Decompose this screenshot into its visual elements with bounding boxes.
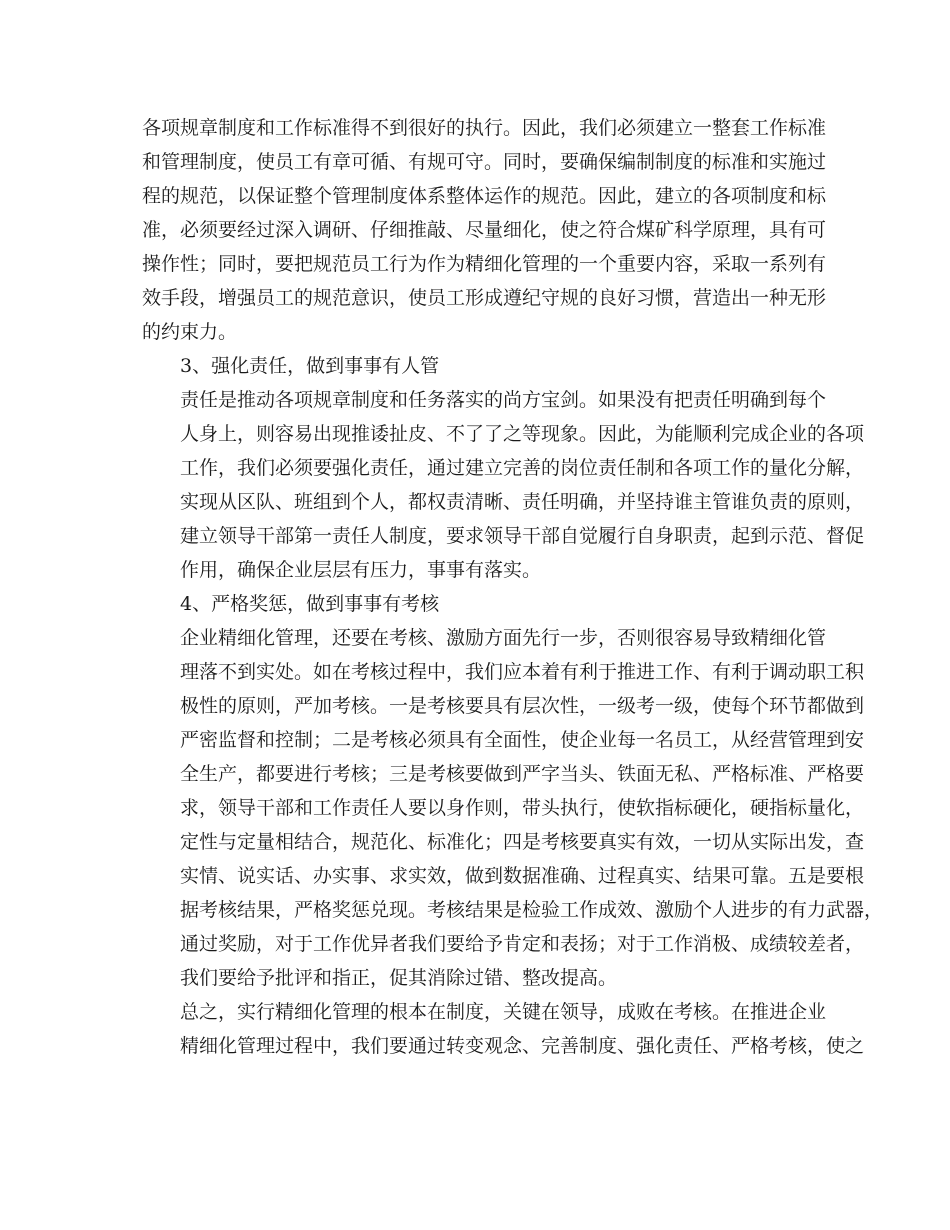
text-line: 精细化管理过程中，我们要通过转变观念、完善制度、强化责任、严格考核，使之 xyxy=(180,1035,865,1057)
paragraph xyxy=(142,621,884,995)
text-line: 求，领导干部和工作责任人要以身作则，带头执行，使软指标硬化，硬指标量化， xyxy=(180,797,865,819)
section-heading xyxy=(142,349,832,383)
text-line: 效手段，增强员工的规范意识，使员工形成遵纪守规的良好习惯，营造出一种无形 xyxy=(142,287,827,309)
text-line: 作用，确保企业层层有压力，事事有落实。 xyxy=(180,559,542,581)
text-line: 3、强化责任，做到事事有人管 xyxy=(180,355,440,377)
text-line: 我们要给予批评和指正，促其消除过错、整改提高。 xyxy=(180,967,618,989)
text-line: 工作，我们必须要强化责任，通过建立完善的岗位责任制和各项工作的量化分解， xyxy=(180,457,865,479)
text-line: 严密监督和控制；二是考核必须具有全面性，使企业每一名员工，从经营管理到安 xyxy=(180,729,865,751)
paragraph xyxy=(142,111,832,349)
text-line: 通过奖励，对于工作优异者我们要给予肯定和表扬；对于工作消极、成绩较差者， xyxy=(180,933,865,955)
text-line: 各项规章制度和工作标准得不到很好的执行。因此，我们必须建立一整套工作标准 xyxy=(142,117,827,139)
text-line: 理落不到实处。如在考核过程中，我们应本着有利于推进工作、有利于调动职工积 xyxy=(180,661,865,683)
text-line: 极性的原则，严加考核。一是考核要具有层次性，一级考一级，使每个环节都做到 xyxy=(180,695,865,717)
text-line: 准，必须要经过深入调研、仔细推敲、尽量细化，使之符合煤矿科学原理，具有可 xyxy=(142,219,827,241)
text-line: 人身上，则容易出现推诿扯皮、不了了之等现象。因此，为能顺利完成企业的各项 xyxy=(180,423,865,445)
paragraph xyxy=(142,995,865,1063)
text-line: 和管理制度，使员工有章可循、有规可守。同时，要确保编制制度的标准和实施过 xyxy=(142,151,827,173)
text-line: 实现从区队、班组到个人，都权责清晰、责任明确，并坚持谁主管谁负责的原则， xyxy=(180,491,865,513)
text-line: 4、严格奖惩，做到事事有考核 xyxy=(180,593,440,615)
text-line: 程的规范，以保证整个管理制度体系整体运作的规范。因此，建立的各项制度和标 xyxy=(142,185,827,207)
text-line: 建立领导干部第一责任人制度，要求领导干部自觉履行自身职责，起到示范、督促 xyxy=(180,525,865,547)
text-line: 操作性；同时，要把规范员工行为作为精细化管理的一个重要内容，采取一系列有 xyxy=(142,253,827,275)
paragraph xyxy=(142,383,865,587)
text-line: 据考核结果，严格奖惩兑现。考核结果是检验工作成效、激励个人进步的有力武器， xyxy=(180,899,884,921)
text-line: 企业精细化管理，还要在考核、激励方面先行一步，否则很容易导致精细化管 xyxy=(180,627,827,649)
text-line: 实情、说实话、办实事、求实效，做到数据准确、过程真实、结果可靠。五是要根 xyxy=(180,865,865,887)
text-line: 责任是推动各项规章制度和任务落实的尚方宝剑。如果没有把责任明确到每个 xyxy=(180,389,827,411)
text-line: 定性与定量相结合，规范化、标准化；四是考核要真实有效，一切从实际出发，查 xyxy=(180,831,865,853)
text-line: 全生产，都要进行考核；三是考核要做到严字当头、铁面无私、严格标准、严格要 xyxy=(180,763,865,785)
section-heading xyxy=(142,587,832,621)
text-line: 总之，实行精细化管理的根本在制度，关键在领导，成败在考核。在推进企业 xyxy=(180,1001,827,1023)
text-line: 的约束力。 xyxy=(142,321,238,343)
document-body xyxy=(142,111,884,1063)
